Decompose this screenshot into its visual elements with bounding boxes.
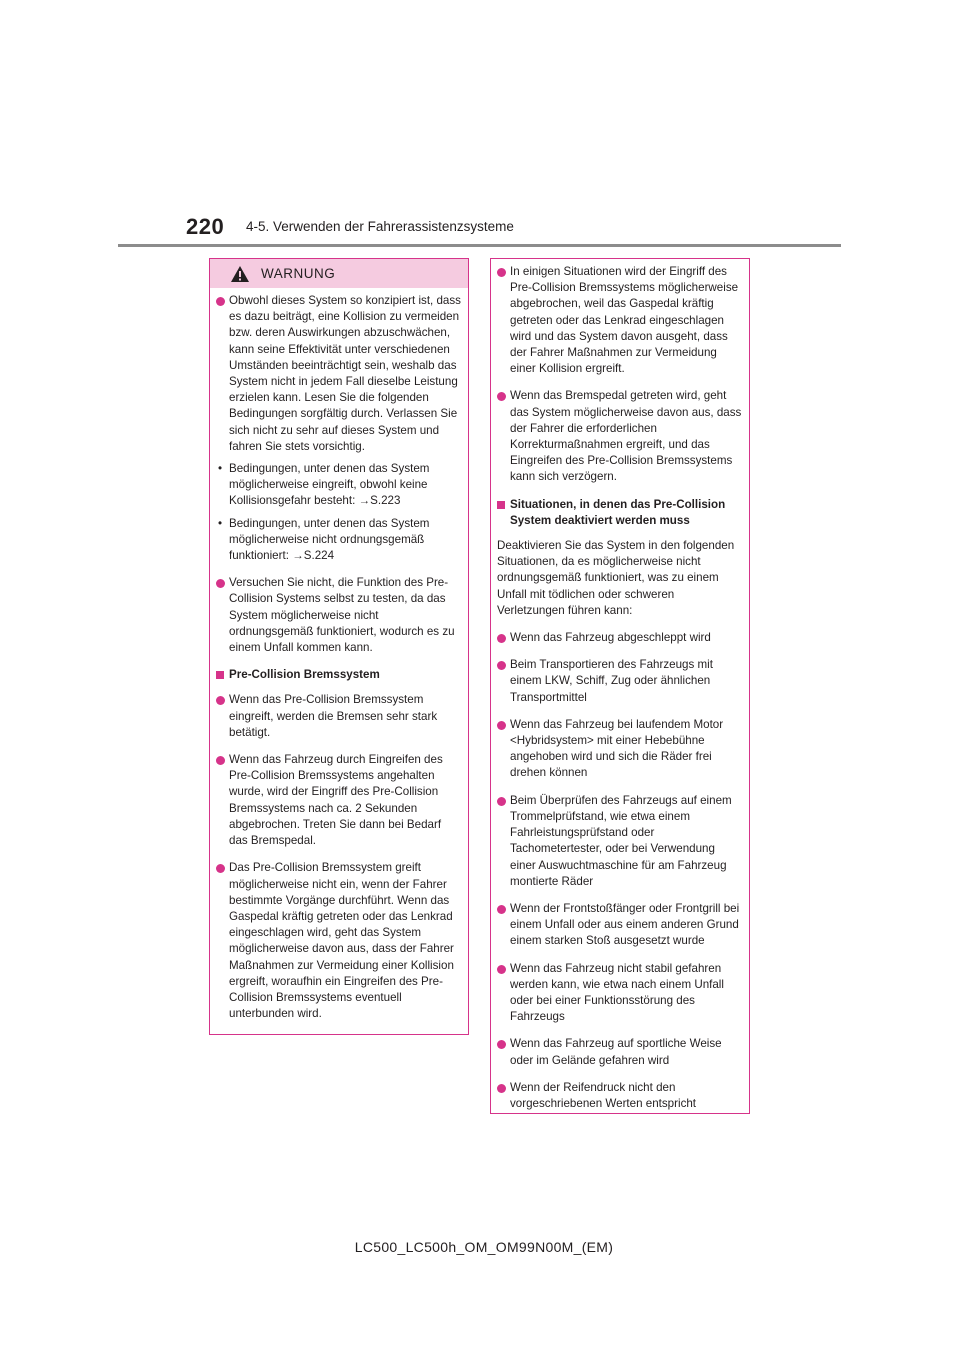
list-item <box>497 717 743 782</box>
list-item-text: Wenn das Bremspedal getreten wird, geht das System möglicherweise davon aus, dass der Fahrer die erforderlichen Korrekturmaßnahmen ergreift, und das Eingreifen des Pre-Collision Bremssystems kann sich verzögern. <box>510 389 742 484</box>
bullet-icon <box>216 756 225 765</box>
list-item-text: Wenn das Fahrzeug durch Eingreifen des Pre-Collision Bremssystems angehalten wurde, wird der Eingriff des Pre-Collision Bremssystems nach ca. 2 Sekunden abgebrochen. Treten Sie dann bei Bedarf das Bremspedal. <box>229 753 443 848</box>
warning-box <box>209 258 469 1035</box>
list-item <box>497 1080 743 1112</box>
bullet-icon <box>497 392 506 401</box>
list-item <box>497 388 743 485</box>
warning-continuation-box <box>490 258 750 1114</box>
subheading <box>497 497 743 529</box>
list-item <box>497 657 743 706</box>
list-item-text: Wenn das Fahrzeug bei laufendem Motor <Hybridsystem> mit einer Hebebühne angehoben wird und sich die Räder frei drehen können <box>510 717 724 780</box>
bullet-icon <box>497 268 506 277</box>
intro-paragraph: Deaktivieren Sie das System in den folgenden Situationen, da es möglicherweise nicht ordnungsgemäß funktioniert, was zu einem Unfall mit tödlichen oder schweren Verletzungen führen kann: <box>497 539 735 617</box>
list-item <box>497 901 743 950</box>
list-item <box>216 860 462 1022</box>
bullet-icon <box>497 797 506 806</box>
sub-item-text[interactable]: Bedingungen, unter denen das System möglicherweise nicht ordnungsgemäß funktioniert: →S.224 <box>229 516 430 563</box>
list-item-text: Wenn das Fahrzeug abgeschleppt wird <box>510 631 711 645</box>
document-code: LC500_LC500h_OM_OM99N00M_(EM) <box>354 1239 614 1255</box>
list-item <box>216 692 462 741</box>
bullet-icon <box>497 721 506 730</box>
warning-label: WARNUNG <box>261 266 336 281</box>
list-item-text: Wenn das Fahrzeug nicht stabil gefahren werden kann, wie etwa nach einem Unfall oder bei einer Funktionsstörung des Fahrzeugs <box>510 961 724 1024</box>
list-item <box>216 575 462 656</box>
subheading-text: Pre-Collision Bremssystem <box>229 668 380 682</box>
bullet-icon <box>497 905 506 914</box>
bullet-icon <box>497 1084 506 1093</box>
square-bullet-icon <box>497 501 505 509</box>
bullet-icon <box>497 661 506 670</box>
sub-item <box>216 516 462 565</box>
list-item <box>216 293 462 455</box>
bullet-icon <box>497 965 506 974</box>
list-item-text: Das Pre-Collision Bremssystem greift möglicherweise nicht ein, wenn der Fahrer bestimmte Vorgänge durchführt. Wenn das Gaspedal kräftig getreten oder das Lenkrad eingeschlagen wird, geht das System möglicherweise davon aus, dass der Fahrer Maßnahmen zur Vermeidung einer Kollision ergreift, woraufhin ein Eingreifen des Pre-Collision Bremssystems eventuell unterbunden wird. <box>229 861 454 1021</box>
list-item-text: Wenn der Frontstoßfänger oder Frontgrill bei einem Unfall oder aus einem anderen Grund einem starken Stoß ausgesetzt wurde <box>510 901 740 948</box>
sub-bullet-icon: • <box>218 516 223 530</box>
warning-body <box>210 288 468 1022</box>
subheading-text: Situationen, in denen das Pre-Collision System deaktiviert werden muss <box>510 497 726 527</box>
list-item-text: Wenn der Reifendruck nicht den vorgeschriebenen Werten entspricht <box>510 1080 697 1110</box>
page-number: 220 <box>186 214 225 239</box>
list-item <box>497 630 743 646</box>
list-item <box>497 793 743 890</box>
sub-item-text[interactable]: Bedingungen, unter denen das System möglicherweise eingreift, obwohl keine Kollisionsgefahr besteht: →S.223 <box>229 462 430 508</box>
header-rule <box>118 244 841 247</box>
bullet-icon <box>216 864 225 873</box>
list-item-text: Wenn das Pre-Collision Bremssystem eingreift, werden die Bremsen sehr stark betätigt. <box>229 693 438 739</box>
list-item-text: Beim Transportieren des Fahrzeugs mit einem LKW, Schiff, Zug oder ähnlichen Transportmittel <box>510 658 713 704</box>
list-item-text: In einigen Situationen wird der Eingriff des Pre-Collision Bremssystems möglicherweise abgebrochen, weil das Gaspedal kräftig getreten oder das Lenkrad eingeschlagen wird und das System davon ausgeht, dass der Fahrer Maßnahmen zur Vermeidung einer Kollision ergreift. <box>510 265 739 376</box>
subheading <box>216 667 462 683</box>
square-bullet-icon <box>216 671 224 679</box>
warning-header <box>210 259 468 288</box>
list-item-text: Versuchen Sie nicht, die Funktion des Pre-Collision Systems selbst zu testen, da das System möglicherweise nicht ordnungsgemäß funktioniert, wodurch es zu einem Unfall kommen kann. <box>229 576 455 655</box>
bullet-icon <box>497 1040 506 1049</box>
list-item <box>497 961 743 1026</box>
list-item <box>497 1036 743 1068</box>
bullet-icon <box>216 297 225 306</box>
section-title: 4-5. Verwenden der Fahrerassistenzsysteme <box>246 219 514 234</box>
list-item-text: Beim Überprüfen des Fahrzeugs auf einem Trommelprüfstand, wie etwa einem Fahrleistungsprüfstand oder Tachometertester, oder bei Verwendung einer Auswuchtmaschine für am Fahrzeug montierte Räder <box>510 793 732 888</box>
list-item <box>497 264 743 377</box>
warning-triangle-icon <box>230 265 250 283</box>
list-item-text: Obwohl dieses System so konzipiert ist, dass es dazu beiträgt, eine Kollision zu vermeiden bzw. deren Auswirkungen abzuschwächen, kann seine Effektivität unter verschiedenen Umständen beeinträchtigt sein, weshalb das System nicht in jedem Fall dieselbe Leistung erzielen kann. Lesen Sie die folgenden Bedingungen sorgfältig durch. Verlassen Sie sich nicht zu sehr auf dieses System und fahren Sie stets vorsichtig. <box>229 294 461 453</box>
bullet-icon <box>216 579 225 588</box>
list-item-text: Wenn das Fahrzeug auf sportliche Weise oder im Gelände gefahren wird <box>510 1037 722 1067</box>
list-item <box>216 752 462 849</box>
bullet-icon <box>497 634 506 643</box>
sub-item <box>216 461 462 510</box>
sub-bullet-icon: • <box>218 462 223 476</box>
bullet-icon <box>216 696 225 705</box>
